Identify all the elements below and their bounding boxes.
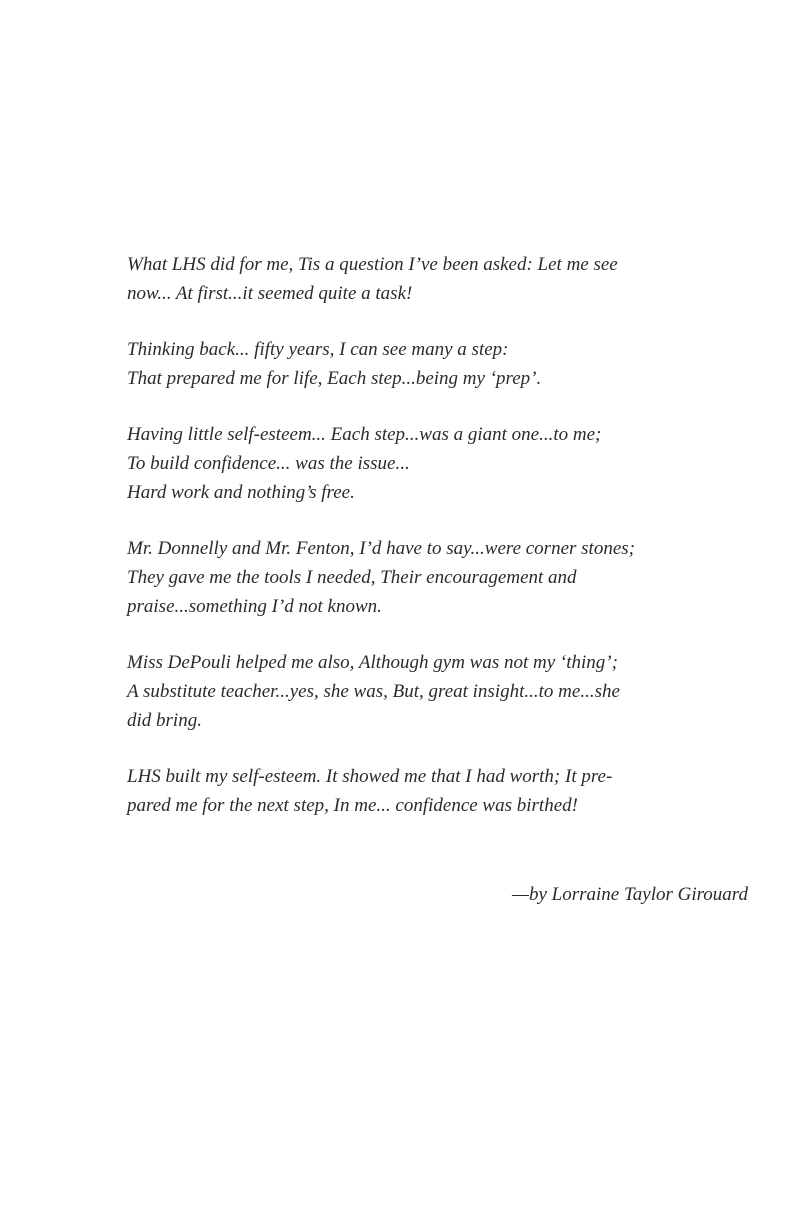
poem-line: To build confidence... was the issue... bbox=[127, 453, 410, 474]
poem bbox=[127, 250, 752, 847]
poem-line: They gave me the tools I needed, Their encouragement and bbox=[127, 567, 577, 588]
poem-line: LHS built my self-esteem. It showed me that I had worth; It pre- bbox=[127, 766, 613, 787]
poem-line: praise...something I’d not known. bbox=[127, 596, 382, 617]
poem-line: What LHS did for me, Tis a question I’ve been asked: Let me see bbox=[127, 254, 618, 275]
poem-line: Mr. Donnelly and Mr. Fenton, I’d have to say...were corner stones; bbox=[127, 538, 635, 559]
poem-line: pared me for the next step, In me... confidence was birthed! bbox=[127, 795, 578, 816]
poem-line: Thinking back... fifty years, I can see many a step: bbox=[127, 339, 509, 360]
poem-stanza-3 bbox=[127, 420, 752, 507]
poem-line: That prepared me for life, Each step...being my ‘prep’. bbox=[127, 368, 542, 389]
poem-line: Miss DePouli helped me also, Although gym was not my ‘thing’; bbox=[127, 652, 618, 673]
poem-line: did bring. bbox=[127, 710, 202, 731]
poem-line: A substitute teacher...yes, she was, But, great insight...to me...she bbox=[127, 681, 620, 702]
poem-stanza-6 bbox=[127, 762, 752, 820]
poem-stanza-5 bbox=[127, 648, 752, 735]
poem-line: now... At first...it seemed quite a task! bbox=[127, 283, 413, 304]
poem-byline: —by Lorraine Taylor Girouard bbox=[512, 884, 748, 905]
poem-stanza-2 bbox=[127, 335, 752, 393]
poem-line: Hard work and nothing’s free. bbox=[127, 482, 355, 503]
poem-stanza-1 bbox=[127, 250, 752, 308]
poem-stanza-4 bbox=[127, 534, 752, 621]
poem-line: Having little self-esteem... Each step...was a giant one...to me; bbox=[127, 424, 602, 445]
